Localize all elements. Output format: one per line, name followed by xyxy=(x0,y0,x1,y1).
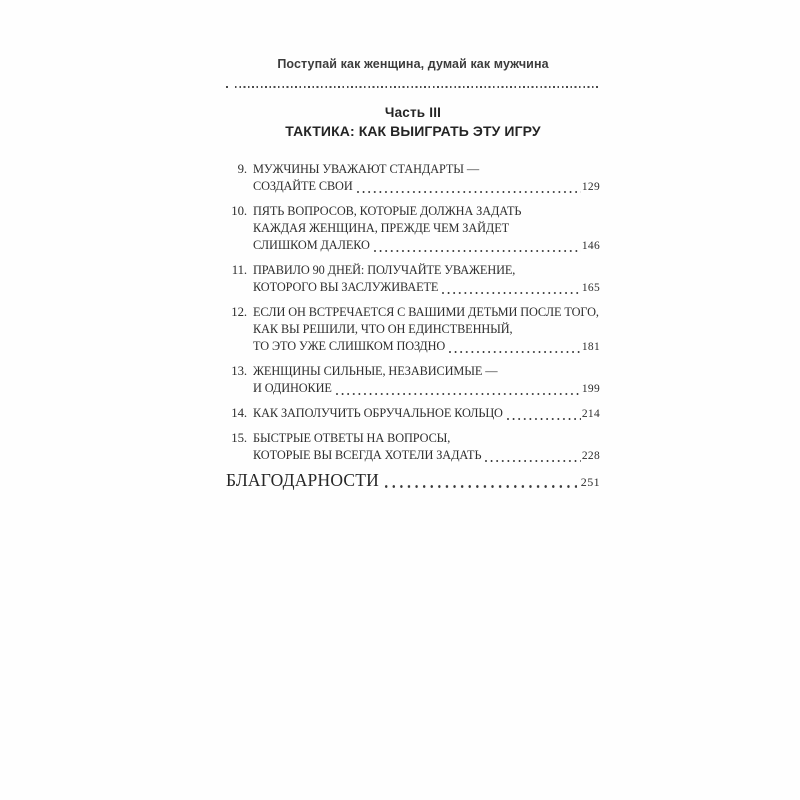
toc-item xyxy=(226,262,600,297)
toc-line xyxy=(226,447,600,465)
toc-item-title: И ОДИНОКИЕ xyxy=(253,381,332,395)
toc-item xyxy=(226,161,600,196)
toc-page-number: 165 xyxy=(581,282,600,294)
part-title: ТАКТИКА: КАК ВЫИГРАТЬ ЭТУ ИГРУ xyxy=(285,123,541,139)
toc-line xyxy=(226,363,600,380)
toc-line xyxy=(226,237,600,255)
toc-item-title: КОТОРЫЕ ВЫ ВСЕГДА ХОТЕЛИ ЗАДАТЬ xyxy=(253,448,482,462)
toc-line xyxy=(226,405,600,423)
dot-leader xyxy=(449,351,581,353)
toc-item-number: 12. xyxy=(231,305,247,319)
toc-page-number: 228 xyxy=(581,450,600,462)
dot-leader xyxy=(485,460,580,462)
toc-page-number: 199 xyxy=(581,383,600,395)
dotted-rule xyxy=(226,85,600,88)
toc-line xyxy=(226,178,600,196)
toc-line xyxy=(226,380,600,398)
toc-item-title: ЕСЛИ ОН ВСТРЕЧАЕТСЯ С ВАШИМИ ДЕТЬМИ ПОСЛЕ ТОГО, xyxy=(253,305,599,319)
rule-lead-dot xyxy=(226,86,228,88)
toc-line xyxy=(226,262,600,279)
toc-page-number: 214 xyxy=(581,408,600,420)
dot-leader xyxy=(385,485,577,488)
toc-item-title: КАК ВЫ РЕШИЛИ, ЧТО ОН ЕДИНСТВЕННЫЙ, xyxy=(253,322,513,336)
dot-leader xyxy=(336,393,581,395)
toc-item xyxy=(226,430,600,465)
toc-item-title: КАЖДАЯ ЖЕНЩИНА, ПРЕЖДЕ ЧЕМ ЗАЙДЕТ xyxy=(253,221,510,235)
toc-item-title: ПЯТЬ ВОПРОСОВ, КОТОРЫЕ ДОЛЖНА ЗАДАТЬ xyxy=(253,204,522,218)
toc-item-number: 10. xyxy=(231,204,247,218)
toc-page-number: 146 xyxy=(581,240,600,252)
toc-item-title: КОТОРОГО ВЫ ЗАСЛУЖИВАЕТЕ xyxy=(253,280,439,294)
toc-item-title: СЛИШКОМ ДАЛЕКО xyxy=(253,238,370,252)
toc-line xyxy=(226,321,600,338)
toc-line xyxy=(226,161,600,178)
dot-leader xyxy=(507,418,581,420)
toc-item-number: 13. xyxy=(231,364,247,378)
rule-line xyxy=(235,86,600,88)
toc-item xyxy=(226,304,600,356)
toc-item xyxy=(226,203,600,255)
toc-item xyxy=(226,405,600,423)
part-label: Часть III xyxy=(384,105,442,120)
toc-item-title: ТО ЭТО УЖЕ СЛИШКОМ ПОЗДНО xyxy=(253,339,446,353)
toc-item-number: 15. xyxy=(231,431,247,445)
toc-line xyxy=(226,430,600,447)
running-head: Поступай как женщина, думай как мужчина xyxy=(277,57,549,71)
backmatter-page-number: 251 xyxy=(580,475,600,489)
toc-item-title: ЖЕНЩИНЫ СИЛЬНЫЕ, НЕЗАВИСИМЫЕ — xyxy=(253,364,498,378)
toc-line xyxy=(226,304,600,321)
dot-leader xyxy=(374,250,581,252)
page-content xyxy=(226,57,600,491)
toc-item-title: КАК ЗАПОЛУЧИТЬ ОБРУЧАЛЬНОЕ КОЛЬЦО xyxy=(253,406,503,420)
dot-leader xyxy=(357,191,581,193)
toc-line xyxy=(226,279,600,297)
toc-item-number: 14. xyxy=(231,406,247,420)
toc-line xyxy=(226,220,600,237)
backmatter-row xyxy=(226,472,600,491)
toc-item-title: БЫСТРЫЕ ОТВЕТЫ НА ВОПРОСЫ, xyxy=(253,431,451,445)
toc-item xyxy=(226,363,600,398)
dot-leader xyxy=(442,292,581,294)
backmatter-label: БЛАГОДАРНОСТИ xyxy=(226,470,379,490)
toc-item-title: ПРАВИЛО 90 ДНЕЙ: ПОЛУЧАЙТЕ УВАЖЕНИЕ, xyxy=(253,263,516,277)
toc-item-number: 11. xyxy=(231,263,247,277)
toc-line xyxy=(226,338,600,356)
toc-line xyxy=(226,203,600,220)
toc-item-title: СОЗДАЙТЕ СВОИ xyxy=(253,179,353,193)
toc-item-title: МУЖЧИНЫ УВАЖАЮТ СТАНДАРТЫ — xyxy=(253,162,480,176)
toc-page-number: 129 xyxy=(581,181,600,193)
toc-item-number: 9. xyxy=(237,162,247,176)
table-of-contents xyxy=(226,161,600,491)
toc-page-number: 181 xyxy=(581,341,600,353)
